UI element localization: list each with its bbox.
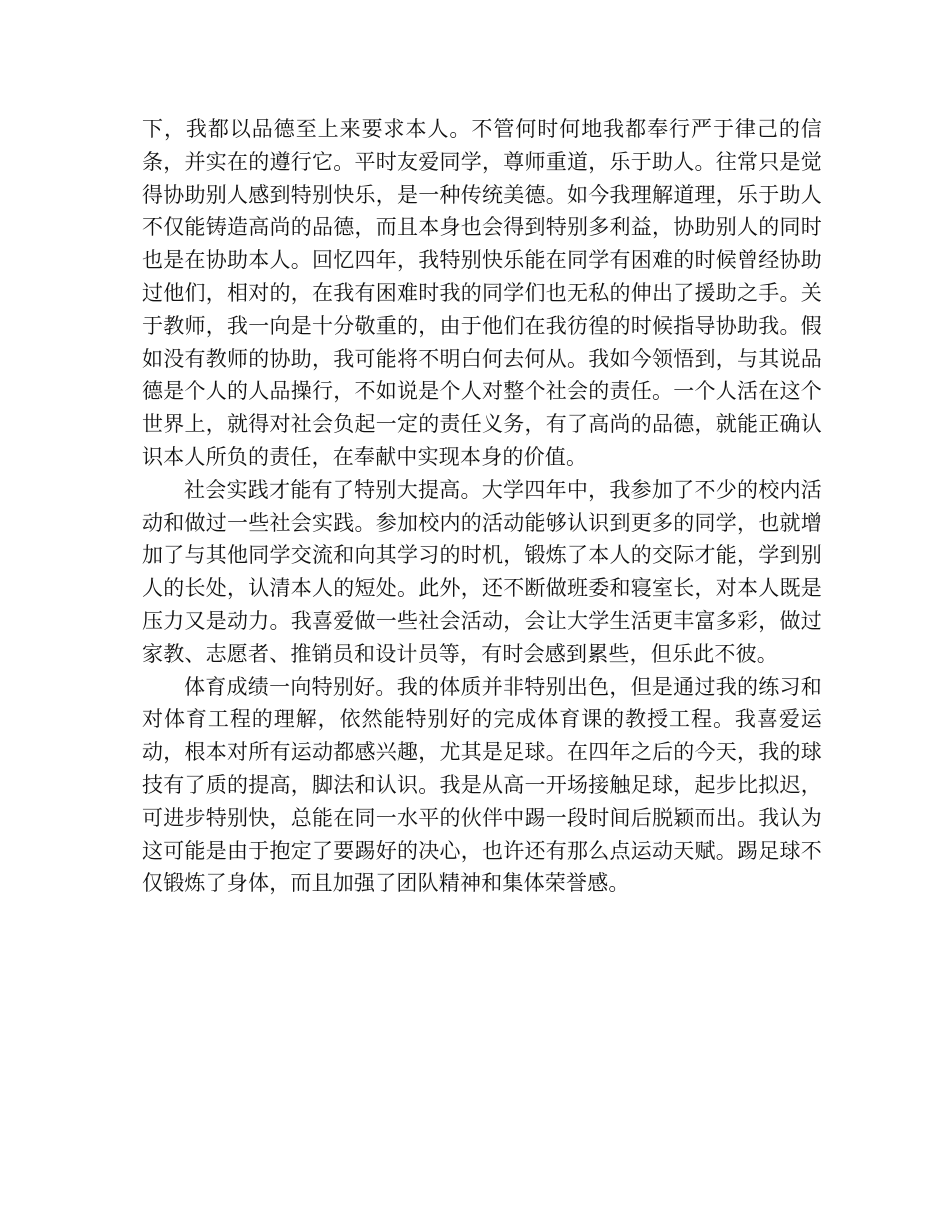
paragraph-sports: 体育成绩一向特别好。我的体质并非特别出色，但是通过我的练习和对体育工程的理解，依然能特别好的完成体育课的教授工程。我喜爱运动，根本对所有运动都感兴趣，尤其是足球。在四年之后的今天，我的球技有了质的提高，脚法和认识。我是从高一开场接触足球，起步比拟迟，可进步特别快，总能在同一水平的伙伴中踢一段时间后脱颖而出。我认为这可能是由于抱定了要踢好的决心，也许还有那么点运动天赋。踢足球不仅锻炼了身体，而且加强了团队精神和集体荣誉感。 — [142, 674, 822, 896]
paragraph-social-practice: 社会实践才能有了特别大提高。大学四年中，我参加了不少的校内活动和做过一些社会实践。参加校内的活动能够认识到更多的同学，也就增加了与其他同学交流和向其学习的时机，锻炼了本人的交际才能，学到别人的长处，认清本人的短处。此外，还不断做班委和寝室长，对本人既是压力又是动力。我喜爱做一些社会活动，会让大学生活更丰富多彩，做过家教、志愿者、推销员和设计员等，有时会感到累些，但乐此不彼。 — [142, 477, 822, 666]
paragraph-character: 下，我都以品德至上来要求本人。不管何时何地我都奉行严于律己的信条，并实在的遵行它。平时友爱同学，尊师重道，乐于助人。往常只是觉得协助别人感到特别快乐，是一种传统美德。如今我理解道理，乐于助人不仅能铸造高尚的品德，而且本身也会得到特别多利益，协助别人的同时也是在协助本人。回忆四年，我特别快乐能在同学有困难的时候曾经协助过他们，相对的，在我有困难时我的同学们也无私的伸出了援助之手。关于教师，我一向是十分敬重的，由于他们在我彷徨的时候指导协助我。假如没有教师的协助，我可能将不明白何去何从。我如今领悟到，与其说品德是个人的人品操行，不如说是个人对整个社会的责任。一个人活在这个世界上，就得对社会负起一定的责任义务，有了高尚的品德，就能正确认识本人所负的责任，在奉献中实现本身的价值。 — [142, 117, 822, 469]
document-page — [142, 113, 822, 900]
